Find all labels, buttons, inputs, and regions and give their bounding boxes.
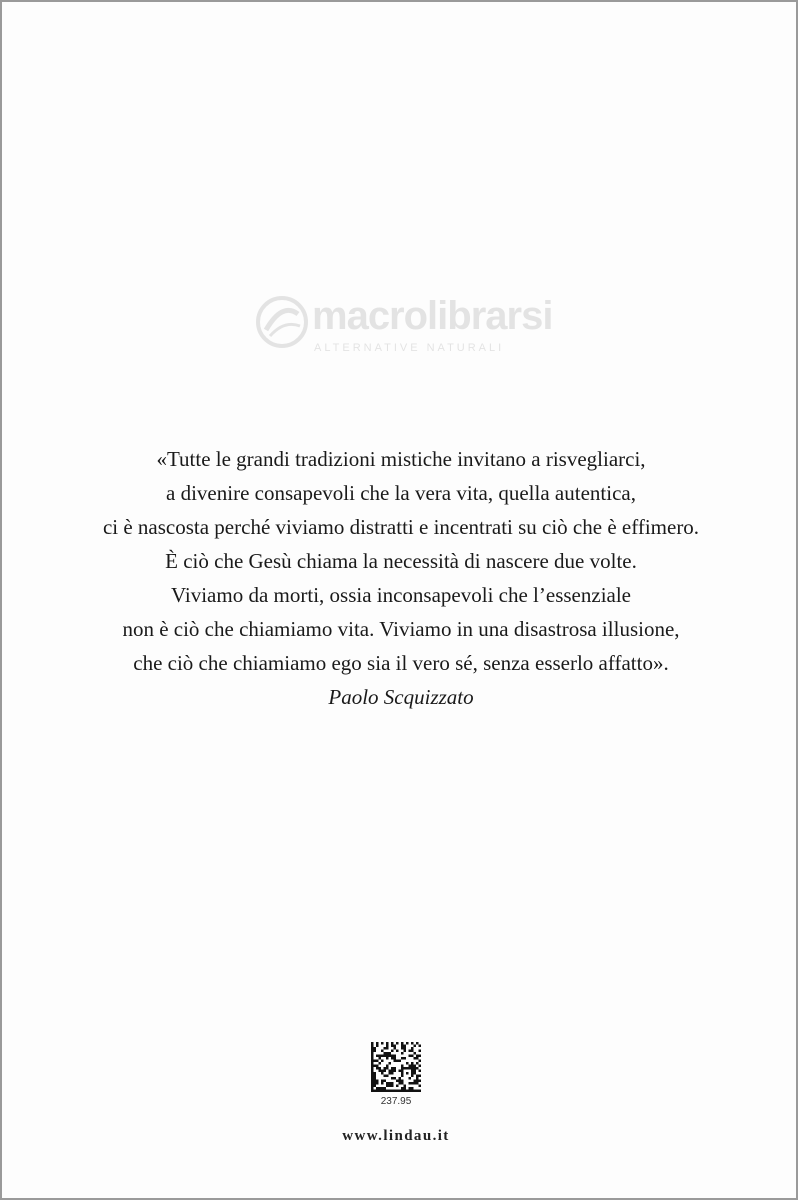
- quote-line: che ciò che chiamiamo ego sia il vero sé, senza esserlo affatto».: [133, 651, 669, 675]
- quote-line: ci è nascosta perché viviamo distratti e incentrati su ciò che è effimero.: [102, 515, 700, 539]
- quote-line: È ciò che Gesù chiama la necessità di nascere due volte.: [165, 549, 637, 573]
- watermark-name: macrolibrarsi: [312, 294, 553, 338]
- quote-line: non è ciò che chiamiamo vita. Viviamo in una disastrosa illusione,: [122, 617, 680, 641]
- watermark-tagline: ALTERNATIVE NATURALI: [314, 342, 505, 354]
- watermark-logo-icon: [252, 292, 312, 352]
- watermark: [252, 284, 552, 384]
- quote-line: «Tutte le grandi tradizioni mistiche invitano a risvegliarci,: [156, 447, 646, 471]
- code-number: 237.95: [380, 1096, 412, 1107]
- quote-author: Paolo Scquizzato: [328, 685, 474, 709]
- quote-line: a divenire consapevoli che la vera vita, quella autentica,: [166, 481, 636, 505]
- publisher-website: www.lindau.it: [342, 1128, 450, 1144]
- quote-block: [2, 442, 798, 714]
- quote-line: Viviamo da morti, ossia inconsapevoli che l’essenziale: [170, 583, 632, 607]
- datamatrix-code-icon: [371, 1042, 421, 1092]
